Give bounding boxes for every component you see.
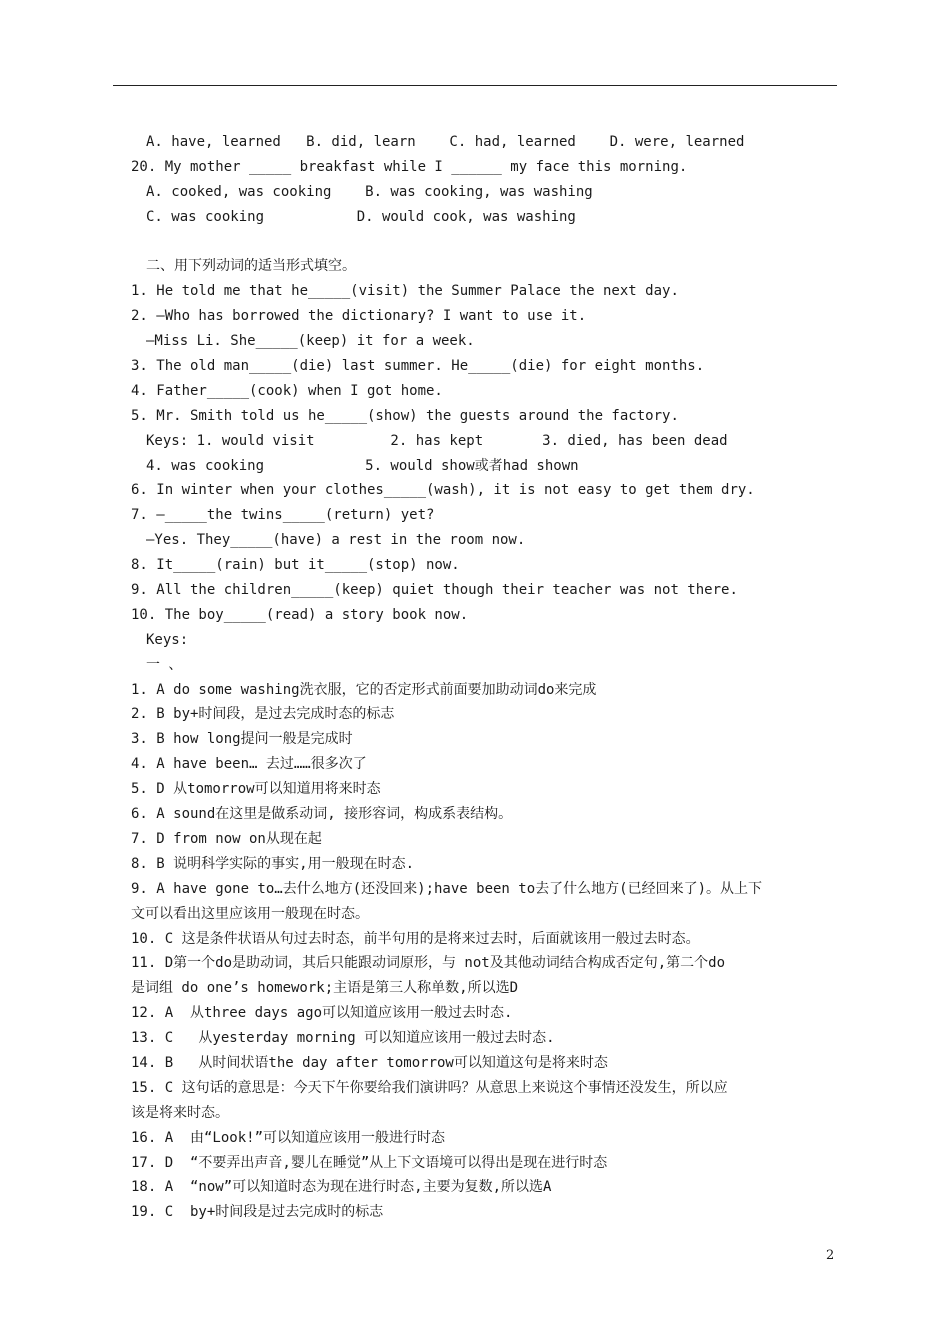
answer-line: 16. A 由“Look!”可以知道应该用一般进行时态 <box>131 1129 446 1146</box>
answer-line: 文可以看出这里应该用一般现在时态。 <box>131 905 369 922</box>
fill-item-7: 7. —_____the twins_____(return) yet? <box>131 507 435 524</box>
answer-line: 是词组 do one’s homework;主语是第三人称单数,所以选D <box>131 980 519 997</box>
fill-item-2: 2. —Who has borrowed the dictionary? I want to use it. <box>131 308 587 325</box>
answer-line: 8. B 说明科学实际的事实,用一般现在时态. <box>131 855 414 872</box>
fill-item-4: 4. Father_____(cook) when I got home. <box>131 382 443 399</box>
answer-line: 19. C by+时间段是过去完成时的标志 <box>131 1204 384 1221</box>
fill-item-6: 6. In winter when your clothes_____(wash), it is not easy to get them dry. <box>131 482 755 499</box>
fill-item-9: 9. All the children_____(keep) quiet though their teacher was not there. <box>131 582 738 599</box>
answer-line: 9. A have gone to…去什么地方(还没回来);have been to去了什么地方(已经回来了)。从上下 <box>131 880 763 897</box>
spacer <box>131 230 837 255</box>
fill-item-5: 5. Mr. Smith told us he_____(show) the guests around the factory. <box>131 407 679 424</box>
fill-item-8: 8. It_____(rain) but it_____(stop) now. <box>131 557 460 574</box>
fill-item-1: 1. He told me that he_____(visit) the Summer Palace the next day. <box>131 283 679 300</box>
section2-heading: 二、用下列动词的适当形式填空。 <box>146 258 356 275</box>
answer-line: 14. B 从时间状语the day after tomorrow可以知道这句是将来时态 <box>131 1054 608 1071</box>
q20-options-cd: C. was cooking D. would cook, was washing <box>146 208 576 225</box>
answer-line: 17. D “不要弄出声音,婴儿在睡觉”从上下文语境可以得出是现在进行时态 <box>131 1154 608 1171</box>
answer-line: 6. A sound在这里是做系动词, 接形容词，构成系表结构。 <box>131 806 513 823</box>
answer-line: 7. D from now on从现在起 <box>131 830 322 847</box>
answer-line: 12. A 从three days ago可以知道应该用一般过去时态. <box>131 1005 513 1022</box>
answer-line: 10. C 这是条件状语从句过去时态，前半句用的是将来过去时，后面就该用一般过去时态。 <box>131 930 700 947</box>
document-body <box>131 130 837 1225</box>
fill-item-2-answer-line: —Miss Li. She_____(keep) it for a week. <box>146 333 475 350</box>
fill-item-10: 10. The boy_____(read) a story book now. <box>131 606 469 623</box>
answer-line: 2. B by+时间段，是过去完成时态的标志 <box>131 706 395 723</box>
answer-line: 4. A have been… 去过……很多次了 <box>131 756 367 773</box>
q19-options: A. have, learned B. did, learn C. had, learned D. were, learned <box>146 134 745 150</box>
fill-item-3: 3. The old man_____(die) last summer. He_____(die) for eight months. <box>131 358 705 375</box>
keys-line-1: Keys: 1. would visit 2. has kept 3. died, has been dead <box>146 432 728 449</box>
q20-stem: 20. My mother _____ breakfast while I ______ my face this morning. <box>131 158 688 175</box>
header-rule <box>113 85 837 86</box>
answer-line: 1. A do some washing洗衣服，它的否定形式前面要加助动词do来完成 <box>131 681 597 698</box>
answer-line: 18. A “now”可以知道时态为现在进行时态,主要为复数,所以选A <box>131 1179 552 1196</box>
fill-item-7-answer-line: —Yes. They_____(have) a rest in the room now. <box>146 532 526 549</box>
q20-options-ab: A. cooked, was cooking B. was cooking, was washing <box>146 183 593 200</box>
answer-line: 5. D 从tomorrow可以知道用将来时态 <box>131 781 381 798</box>
answers-section-mark: 一 、 <box>146 656 183 673</box>
answers-label: Keys: <box>146 631 189 648</box>
answer-line: 11. D第一个do是助动词，其后只能跟动词原形，与 not及其他动词结合构成否定句,第二个do <box>131 955 725 972</box>
answer-line: 该是将来时态。 <box>131 1104 229 1121</box>
keys-line-2: 4. was cooking 5. would show或者had shown <box>146 457 579 474</box>
answer-line: 13. C 从yesterday morning 可以知道应该用一般过去时态. <box>131 1030 555 1047</box>
page-number: 2 <box>826 1248 835 1263</box>
answer-line: 3. B how long提问一般是完成时 <box>131 731 353 748</box>
answer-line: 15. C 这句话的意思是：今天下午你要给我们演讲吗？从意思上来说这个事情还没发生，所以应 <box>131 1079 728 1096</box>
